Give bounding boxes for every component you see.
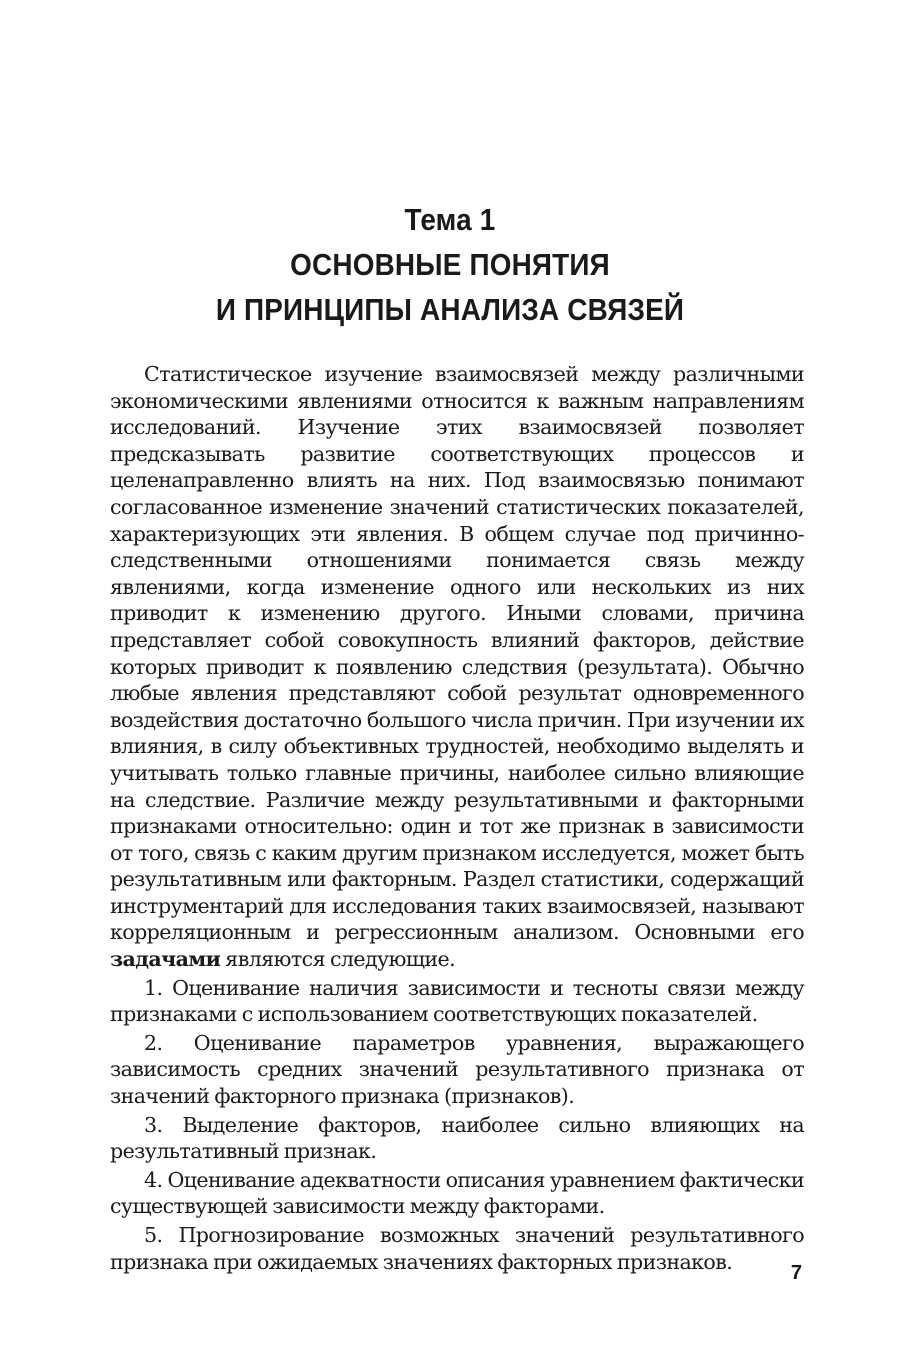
title-line-2: И ПРИНЦИПЫ АНАЛИЗА СВЯЗЕЙ (215, 292, 685, 327)
task-item-3: 3. Выделение факторов, наиболее сильно влияющих на результативный признак. (110, 1112, 804, 1164)
task-item-4: 4. Оценивание адекватности описания уравнением фактически существующей зависимости между факторами. (110, 1167, 804, 1219)
page-number: 7 (790, 1262, 802, 1284)
body-text (110, 361, 804, 1275)
intro-text: Статистическое изучение взаимосвязей между различными экономическими явлениями относится к важным направлениям исследований. Изучение этих взаимосвязей позволяет предсказывать развитие соответствующих процессов и целенаправленно влиять на них. Под взаимосвязью понимают согласованное изменение значений статистических показателей, характеризующих эти явления. В общем случае под причинно-следственными отношениями понимается связь между явлениями, когда изменение одного или нескольких из них приводит к изменению другого. Иными словами, причина представляет собой совокупность влияний факторов, действие которых приводит к появлению следствия (результата). Обычно любые явления представляют собой результат одновременного воздействия достаточно большого числа причин. При изучении их влияния, в силу объективных трудностей, необходимо выделять и учитывать только главные причины, наиболее сильно влияющие на следствие. Различие между результативными и факторными признаками относительно: один и тот же признак в зависимости от того, связь с каким другим признаком исследуется, может быть результативным или факторным. Раздел статистики, содержащий инструментарий для исследования таких взаимосвязей, называют корреляционным и регрессионным анализом. Основными его (110, 362, 804, 945)
task-item-2: 2. Оценивание параметров уравнения, выражающего зависимость средних значений результативного признака от значений факторного признака (признаков). (110, 1030, 804, 1109)
intro-paragraph (110, 361, 804, 973)
intro-text-end: являются следующие. (225, 947, 456, 972)
task-item-1: 1. Оценивание наличия зависимости и тесноты связи между признаками с использованием соответствующих показателей. (110, 975, 804, 1027)
task-item-5: 5. Прогнозирование возможных значений результативного признака при ожидаемых значениях факторных признаков. (110, 1223, 804, 1274)
title-line-1: ОСНОВНЫЕ ПОНЯТИЯ (290, 247, 610, 282)
bold-term: задачами (110, 947, 221, 972)
topic-heading: Тема 1 (404, 202, 496, 237)
